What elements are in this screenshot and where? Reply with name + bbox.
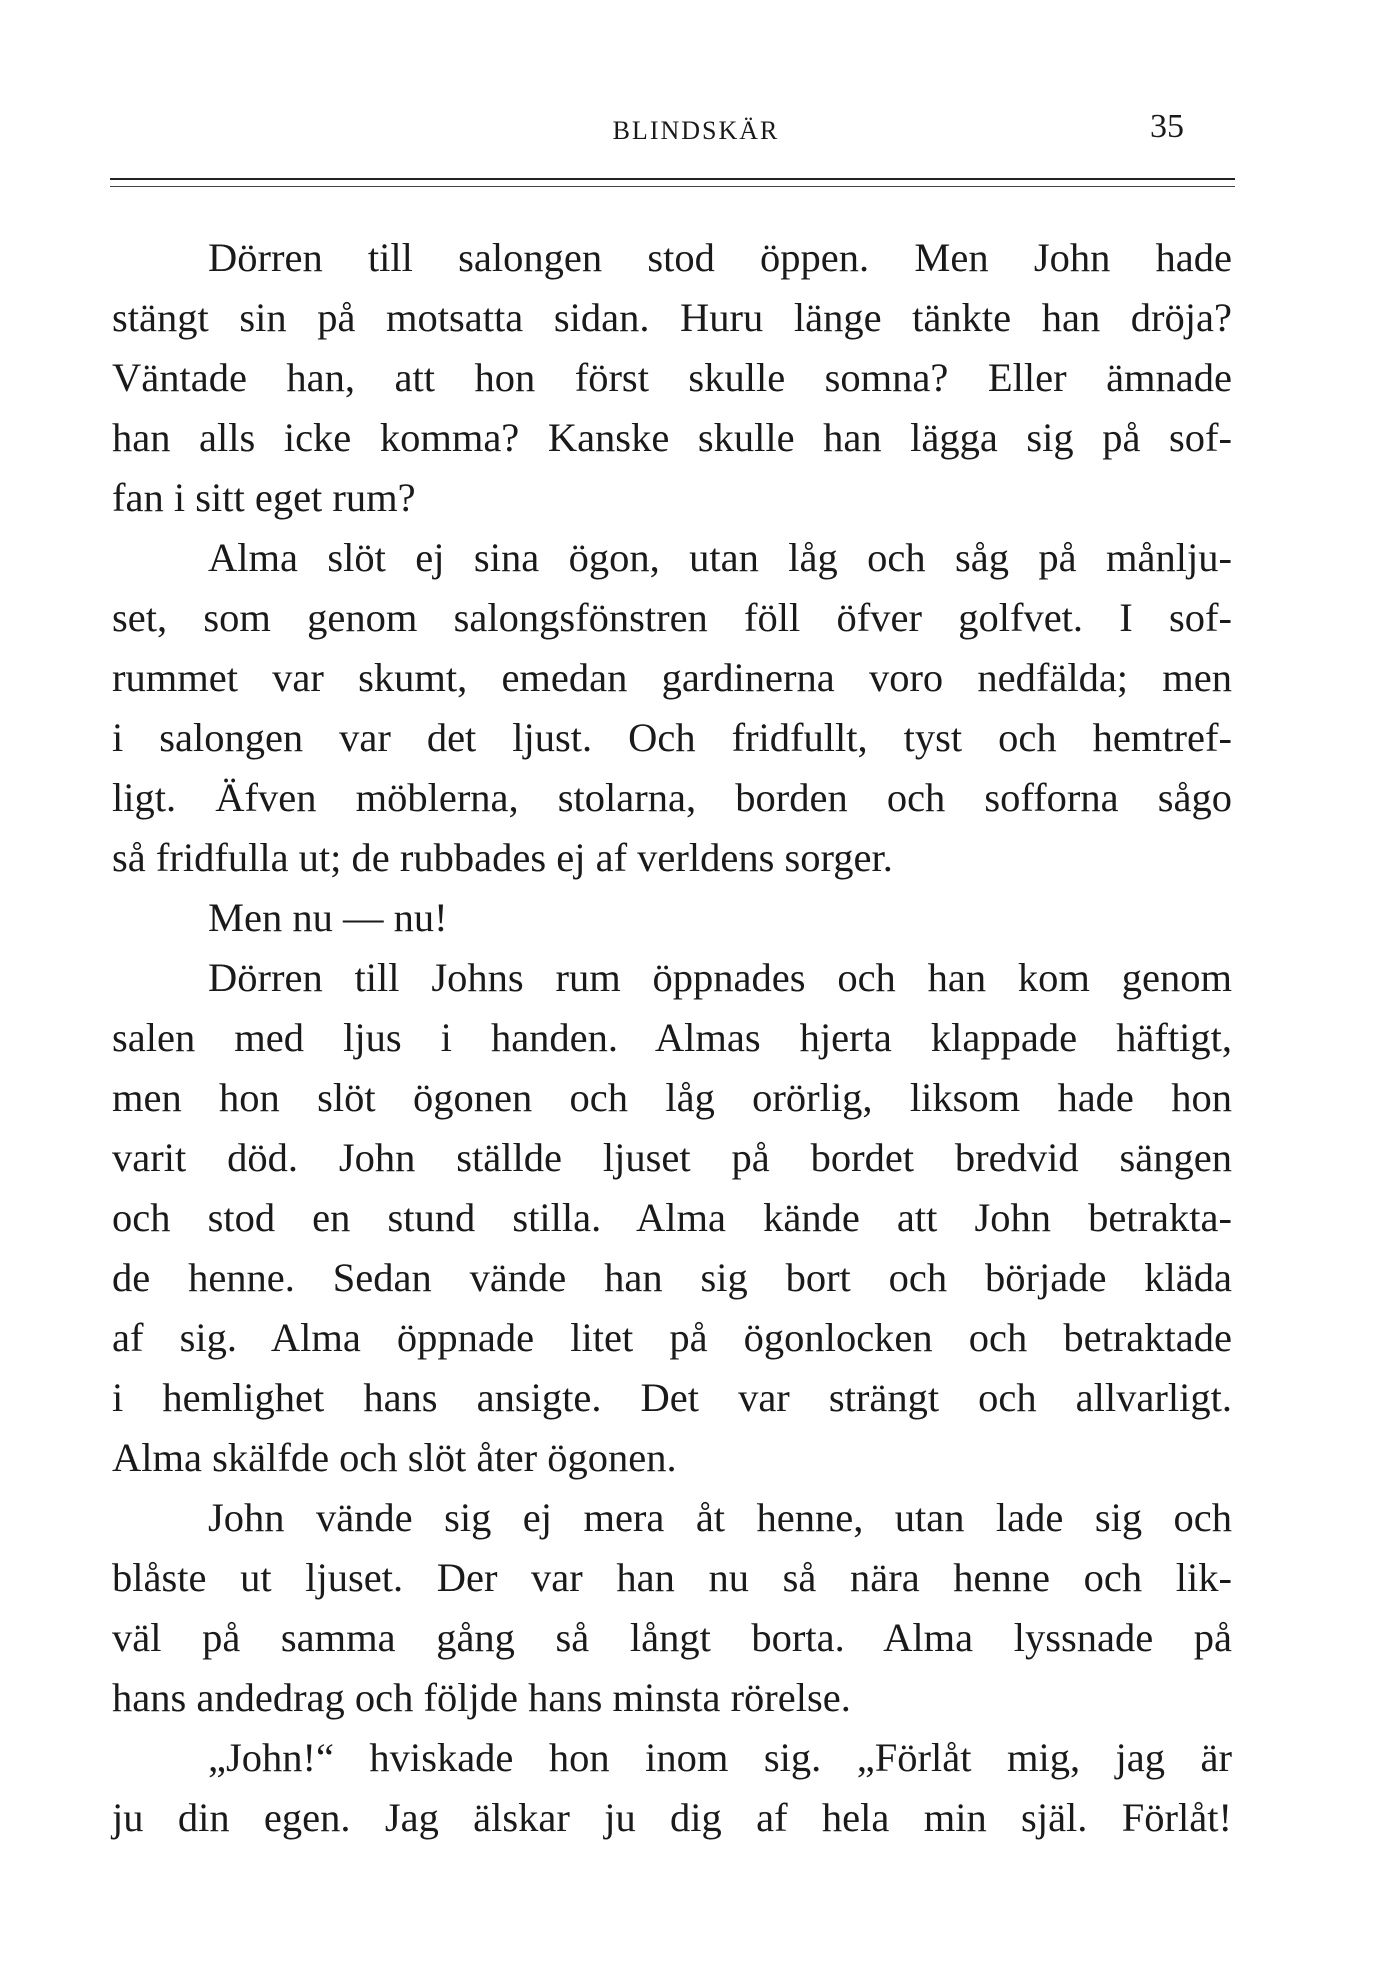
text-line: i hemlighet hans ansigte. Det var strängt och allvarligt.: [112, 1375, 1232, 1420]
text-line: blåste ut ljuset. Der var han nu så nära henne och lik-: [112, 1555, 1232, 1600]
text-line: „John!“ hviskade hon inom sig. „Förlåt mig, jag är: [208, 1735, 1232, 1780]
text-line: Alma skälfde och slöt åter ögonen.: [112, 1435, 677, 1480]
text-line: stängt sin på motsatta sidan. Huru länge tänkte han dröja?: [112, 295, 1232, 340]
text-line: set, som genom salongsfönstren föll öfver golfvet. I sof-: [112, 595, 1232, 640]
running-title: BLINDSKÄR: [612, 116, 780, 145]
text-line: men hon slöt ögonen och låg orörlig, liksom hade hon: [112, 1075, 1232, 1120]
paragraph: [112, 948, 1232, 1488]
text-line: väl på samma gång så långt borta. Alma lyssnade på: [112, 1615, 1232, 1660]
text-line: de henne. Sedan vände han sig bort och började kläda: [112, 1255, 1232, 1300]
text-line: varit död. John ställde ljuset på bordet bredvid sängen: [112, 1135, 1232, 1180]
text-line: John vände sig ej mera åt henne, utan lade sig och: [208, 1495, 1232, 1540]
text-line: rummet var skumt, emedan gardinerna voro nedfälda; men: [112, 655, 1232, 700]
text-line: Men nu — nu!: [208, 895, 448, 940]
text-line: och stod en stund stilla. Alma kände att John betrakta-: [112, 1195, 1232, 1240]
text-line: så fridfulla ut; de rubbades ej af verldens sorger.: [112, 835, 893, 880]
text-line: Dörren till salongen stod öppen. Men John hade: [208, 235, 1232, 280]
header-rule: [110, 178, 1235, 180]
paragraph: [112, 528, 1232, 888]
paragraph: [112, 888, 1232, 948]
text-line: han alls icke komma? Kanske skulle han lägga sig på sof-: [112, 415, 1232, 460]
text-line: Alma slöt ej sina ögon, utan låg och såg på månlju-: [208, 535, 1232, 580]
text-line: Väntade han, att hon först skulle somna? Eller ämnade: [112, 355, 1232, 400]
text-line: fan i sitt eget rum?: [112, 475, 416, 520]
page-number: 35: [1150, 108, 1184, 145]
text-line: af sig. Alma öppnade litet på ögonlocken och betraktade: [112, 1315, 1232, 1360]
text-line: ligt. Äfven möblerna, stolarna, borden och sofforna sågo: [112, 775, 1232, 820]
paragraph: [112, 228, 1232, 528]
text-line: salen med ljus i handen. Almas hjerta klappade häftigt,: [112, 1015, 1232, 1060]
body-text: [112, 228, 1232, 1848]
text-line: ju din egen. Jag älskar ju dig af hela min själ. Förlåt!: [112, 1795, 1232, 1840]
text-line: i salongen var det ljust. Och fridfullt, tyst och hemtref-: [112, 715, 1232, 760]
paragraph: [112, 1728, 1232, 1848]
running-head: [0, 108, 1392, 148]
header-rule-thin: [110, 186, 1235, 187]
text-line: hans andedrag och följde hans minsta rörelse.: [112, 1675, 851, 1720]
paragraph: [112, 1488, 1232, 1728]
text-line: Dörren till Johns rum öppnades och han kom genom: [208, 955, 1232, 1000]
